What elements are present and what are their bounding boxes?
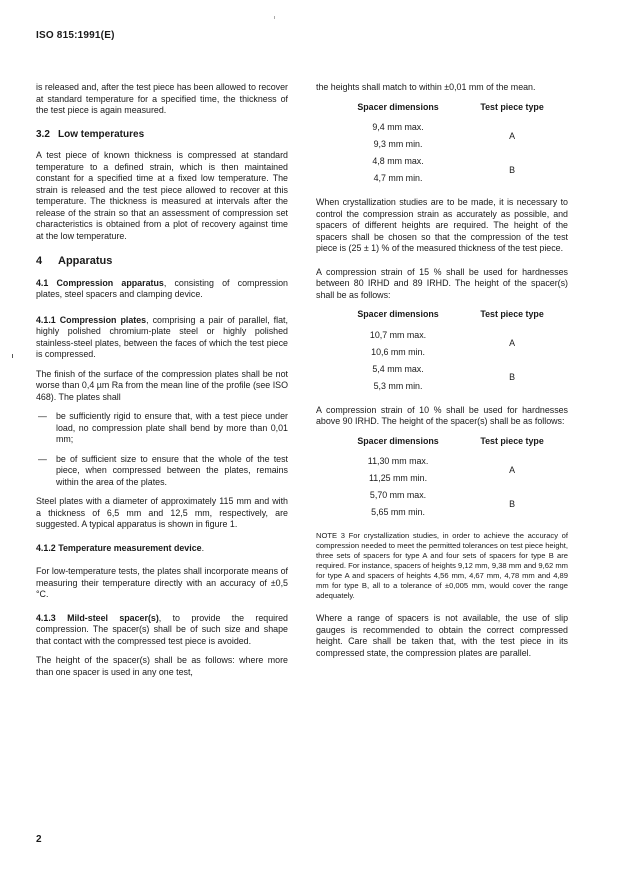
clause-title: 4.1.1 Compression plates xyxy=(36,314,147,325)
col-header-type: Test piece type xyxy=(480,435,544,446)
spacer-table-1 xyxy=(334,102,562,188)
spacer-value: 5,3 mm min. xyxy=(373,380,423,391)
spacer-value: 5,70 mm max. xyxy=(369,490,427,500)
dash-marker: — xyxy=(38,453,47,464)
requirement-text: be sufficiently rigid to ensure that, with a test piece under load, no compression plate shall bend by more than 0,01 mm; xyxy=(56,411,288,444)
type-value: A xyxy=(509,464,515,475)
clause-text: , consisting of compression plates, steel spacers and clamping device. xyxy=(36,277,288,299)
strain-10-paragraph: A compression strain of 10 % shall be used for hardnesses above 90 IRHD. The height of the spacer(s) shall be as follows: xyxy=(316,404,568,426)
clause-title: 4.1 Compression apparatus xyxy=(36,277,164,288)
right-column xyxy=(316,82,568,667)
requirement-text: be of sufficient size to ensure that the whole of the test piece, when compressed between the plates, remains within the area of the plates. xyxy=(56,453,288,487)
clause-4-1-2 xyxy=(36,543,288,555)
left-column xyxy=(36,82,288,686)
spacer-value: 9,4 mm max. xyxy=(372,122,424,132)
clause-title: 4.1.3 Mild-steel spacer(s) xyxy=(36,612,159,623)
temperature-paragraph: For low-temperature tests, the plates shall incorporate means of measuring their temperature directly with an accuracy of ±0,5 °C. xyxy=(36,566,288,599)
strain-15-paragraph: A compression strain of 15 % shall be used for hardnesses between 80 IRHD and 89 IRHD. The height of the spacer(s) shall be as follows: xyxy=(316,266,568,300)
section-number: 3.2 xyxy=(36,128,50,140)
spacer-value: 5,4 mm max. xyxy=(372,363,424,374)
clause-text: , comprising a pair of parallel, flat, highly polished chromium-plate steel or highly polished stainless-steel plates, between the faces of which the test piece is compressed. xyxy=(36,314,288,359)
section-4-heading xyxy=(36,256,288,268)
clause-4-1-1 xyxy=(36,315,288,361)
spacer-table-3 xyxy=(334,436,562,522)
spacer-value: 10,6 mm min. xyxy=(371,346,425,357)
col-header-spacer: Spacer dimensions xyxy=(357,435,439,446)
col-header-spacer: Spacer dimensions xyxy=(357,101,439,112)
standard-header: ISO 815:1991(E) xyxy=(36,30,115,41)
col-header-type: Test piece type xyxy=(480,309,544,319)
clause-dot: . xyxy=(201,542,205,553)
margin-mark xyxy=(12,354,13,358)
requirement-item xyxy=(36,411,288,446)
intro-paragraph: is released and, after the test piece has been allowed to recover at standard temperature for a specified time, the thickness of the test piece is again measured. xyxy=(36,82,288,115)
spacer-value: 5,65 mm min. xyxy=(371,507,425,517)
spacer-value: 4,7 mm min. xyxy=(373,173,423,183)
note-3: NOTE 3 For crystallization studies, in order to achieve the accuracy of compression needed to meet the permitted tolerances on test piece height, three sets of spacers for type A and four sets of spacers for type B are required. For instance, spacers of heights 9,12 mm, 9,38 mm and 9,62 mm for type A and spacers of heights 4,56 mm, 4,67 mm, 4,78 mm and 4,89 mm for type B, all to a tolerance of ±0,005 mm, would cover the range adequately. xyxy=(316,531,568,600)
spacer-value: 11,25 mm min. xyxy=(369,473,428,483)
page-number: 2 xyxy=(36,834,42,845)
spacer-value: 9,3 mm min. xyxy=(373,139,423,149)
section-3-2-text: A test piece of known thickness is compressed at standard temperature to a defined strain, which is then maintained constant for a specified time at a fixed low temperature. The strain is released and the test piece allowed to recover at this temperature. The thickness is measured at intervals after the release of the strain so that an assessment of compression set characteristics is obtained from a plot of recovery against time at the low temperature. xyxy=(36,150,288,241)
section-title: Apparatus xyxy=(58,255,113,267)
crystallization-paragraph: When crystallization studies are to be made, it is necessary to control the compression strain as accurately as possible, and spacers of different heights are required. The height of the spacers shall be chosen so that the compression of the test piece is (25 ± 1) % of the measured thickness of the test piece. xyxy=(316,197,568,253)
spacer-table-2 xyxy=(334,309,562,395)
finish-paragraph: The finish of the surface of the compression plates shall be not worse than 0,4 µm Ra from the mean line of the profile (see ISO 468). The plates shall xyxy=(36,368,288,402)
match-paragraph: the heights shall match to within ±0,01 mm of the mean. xyxy=(316,82,536,92)
spacer-value: 10,7 mm max. xyxy=(369,329,427,340)
section-3-2-heading xyxy=(36,129,288,141)
type-value: A xyxy=(509,130,515,141)
col-header-type: Test piece type xyxy=(480,101,544,112)
requirement-item xyxy=(36,454,288,489)
spacer-value: 11,30 mm max. xyxy=(367,456,429,466)
clause-4-1-3 xyxy=(36,613,288,648)
dash-marker: — xyxy=(38,411,47,421)
spacer-value: 4,8 mm max. xyxy=(372,156,424,166)
type-value: A xyxy=(509,338,515,348)
type-value: B xyxy=(509,498,515,509)
col-header-spacer: Spacer dimensions xyxy=(357,309,439,319)
steel-plates-paragraph: Steel plates with a diameter of approximately 115 mm and with a thickness of 6,5 mm and 12,5 mm, respectively, are suggested. A typical apparatus is shown in figure 1. xyxy=(36,496,288,529)
clause-title: 4.1.2 Temperature measurement device xyxy=(36,542,202,553)
slip-gauges-paragraph: Where a range of spacers is not available, the use of slip gauges is recommended to obtain the correct compressed height. Care shall be taken that, with the test piece in its compressed state, the compression plates are parallel. xyxy=(316,613,568,658)
spacer-height-paragraph: The height of the spacer(s) shall be as follows: where more than one spacer is used in any one test, xyxy=(36,655,288,677)
section-number: 4 xyxy=(36,255,43,267)
clause-text: , to provide the required compression. The spacer(s) shall be of such size and shape that contact with the compressed test piece is avoided. xyxy=(36,612,288,646)
scan-mark xyxy=(274,16,275,19)
type-value: B xyxy=(509,164,515,175)
clause-4-1 xyxy=(36,278,288,301)
section-title: Low temperatures xyxy=(58,128,145,140)
type-value: B xyxy=(509,372,515,382)
